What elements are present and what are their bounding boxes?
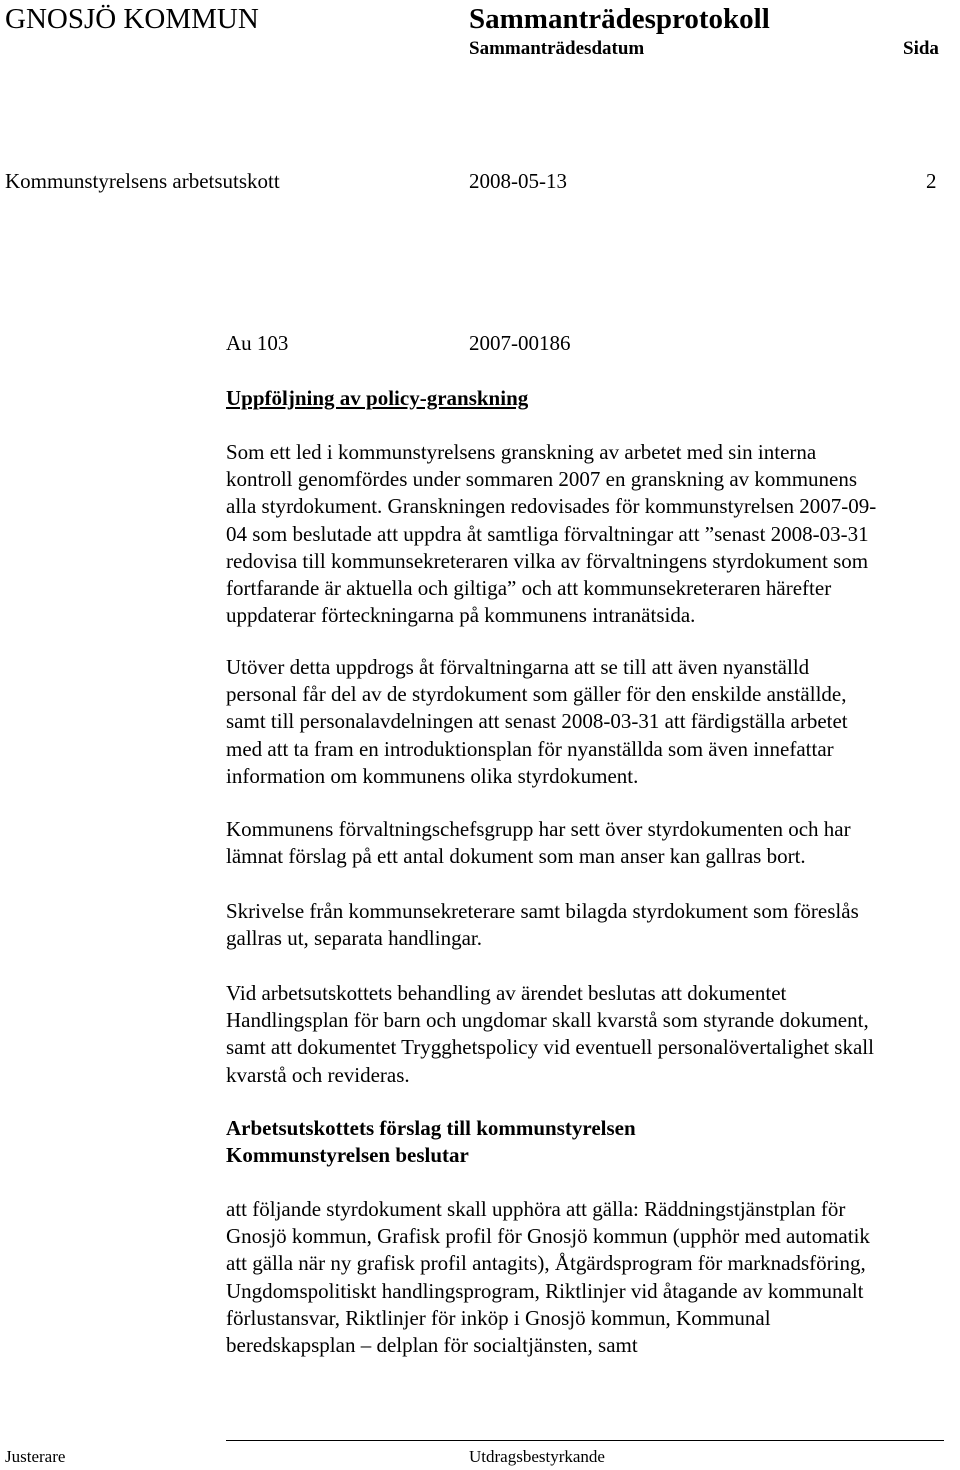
text-line: personal får del av de styrdokument som gäller för den enskilde anställde,: [226, 682, 847, 707]
text-line: förlustansvar, Riktlinjer för inköp i Gnosjö kommun, Kommunal: [226, 1305, 771, 1330]
proposal-title: Arbetsutskottets förslag till kommunstyrelsen: [226, 1116, 636, 1140]
item-heading: Uppföljning av policy-granskning: [226, 386, 529, 410]
text-line: Ungdomspolitiskt handlingsprogram, Riktlinjer vid åtagande av kommunalt: [226, 1278, 864, 1303]
text-line: Som ett led i kommunstyrelsens granskning av arbetet med sin interna: [226, 440, 817, 464]
text-line: information om kommunens olika styrdokument.: [226, 763, 639, 788]
text-line: Utöver detta uppdrogs åt förvaltningarna att se till att även nyanställd: [226, 655, 810, 679]
committee-name: Kommunstyrelsens arbetsutskott: [5, 169, 280, 193]
case-number: 2007-00186: [469, 331, 571, 355]
paragraph-deliberation: [226, 980, 951, 1089]
text-line: beredskapsplan – delplan för socialtjänsten, samt: [226, 1333, 638, 1358]
paragraph-decision: [226, 1196, 951, 1359]
text-line: lämnat förslag på ett antal dokument som man anser kan gallras bort.: [226, 844, 806, 869]
text-line: redovisa till kommunsekreteraren vilka av förvaltningens styrdokument som: [226, 548, 869, 573]
text-line: Vid arbetsutskottets behandling av ärendet beslutas att dokumentet: [226, 981, 787, 1005]
text-line: uppdaterar förteckningarna på kommunens intranätsida.: [226, 603, 696, 628]
paragraph-attachments: [226, 898, 951, 952]
text-line: med att ta fram en introduktionsplan för nyanställda som även innefattar: [226, 736, 834, 761]
text-line: 04 som beslutade att uppdra åt samtliga förvaltningar att ”senast 2008-03-31: [226, 521, 869, 546]
organization-name: GNOSJÖ KOMMUN: [5, 3, 259, 35]
meeting-date-label: Sammanträdesdatum: [469, 38, 645, 59]
paragraph-review: [226, 816, 951, 870]
page-label: Sida: [903, 38, 939, 59]
text-line: Kommunens förvaltningschefsgrupp har sett över styrdokumenten och har: [226, 817, 851, 841]
document-title: Sammanträdesprotokoll: [469, 3, 770, 35]
text-line: Gnosjö kommun, Grafisk profil för Gnosjö kommun (upphör med automatik: [226, 1224, 870, 1249]
footer-divider: [226, 1440, 944, 1441]
text-line: samt till personalavdelningen att senast 2008-03-31 att färdigställa arbetet: [226, 709, 848, 734]
decision-subtitle: Kommunstyrelsen beslutar: [226, 1143, 469, 1167]
text-line: fortfarande är aktuella och giltiga” och att kommunsekreteraren härefter: [226, 576, 832, 601]
text-line: kvarstå och revideras.: [226, 1062, 410, 1087]
meeting-date: 2008-05-13: [469, 169, 567, 193]
text-line: att gälla när ny grafisk profil antagits), Åtgärdsprogram för marknadsföring,: [226, 1251, 866, 1276]
page-number: 2: [926, 169, 937, 193]
text-line: Skrivelse från kommunsekreterare samt bilagda styrdokument som föreslås: [226, 899, 859, 923]
text-line: kontroll genomfördes under sommaren 2007 en granskning av kommunens: [226, 467, 858, 492]
text-line: alla styrdokument. Granskningen redovisades för kommunstyrelsen 2007-09-: [226, 494, 877, 519]
text-line: att följande styrdokument skall upphöra att gälla: Räddningstjänstplan för: [226, 1197, 846, 1221]
extract-certification-label: Utdragsbestyrkande: [469, 1447, 605, 1466]
text-line: gallras ut, separata handlingar.: [226, 926, 482, 951]
paragraph-instructions: [226, 654, 951, 790]
paragraph-background: [226, 439, 951, 629]
text-line: samt att dokumentet Trygghetspolicy vid eventuell personalövertalighet skall: [226, 1035, 874, 1060]
signers-label: Justerare: [5, 1447, 66, 1466]
text-line: Handlingsplan för barn och ungdomar skall kvarstå som styrande dokument,: [226, 1008, 869, 1033]
paragraph-number: Au 103: [226, 331, 289, 355]
